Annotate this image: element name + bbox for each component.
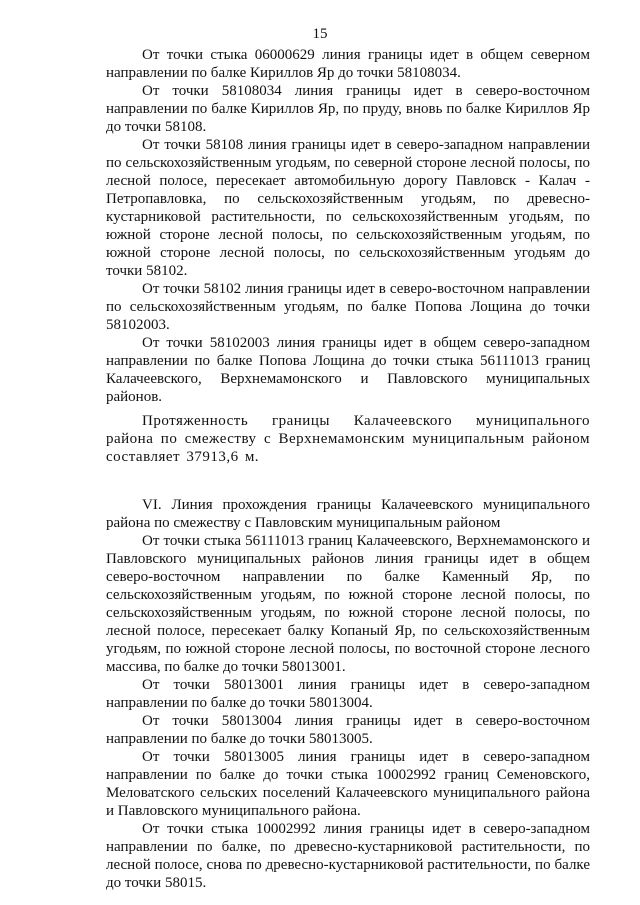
paragraph-3: От точки 58108 линия границы идет в северо-западном направлении по сельскохозяйственным угодьям, по северной стороне лесной полосы, по лесной полосе, пересекает автомобильную дорогу Павловск - Калач - Петропавловка, по сельскохозяйственным угодьям, по древесно-кустарниковой растительности, по сельскохозяйственным угодьям, по южной стороне лесной полосы, по сельскохозяйственным угодьям, по южной стороне лесной полосы, по сельскохозяйственным угодьям до точки 58102.	[106, 137, 590, 279]
page-number: 15	[312, 26, 328, 42]
section-paragraph-2: От точки 58013001 линия границы идет в северо-западном направлении по балке до точки 58013004.	[106, 677, 590, 711]
border-length-summary: Протяженность границы Калачеевского муниципального района по смежеству с Верхнемамонским муниципальным районом составляет 37913,6 м.	[106, 413, 590, 465]
paragraph-5: От точки 58102003 линия границы идет в общем северо-западном направлении по балке Попова Лощина до точки стыка 56111013 границ Калачеевского, Верхнемамонского и Павловского муниципальных районов.	[106, 335, 590, 405]
section-title: VI. Линия прохождения границы Калачеевского муниципального района по смежеству с Павловским муниципальным районом	[106, 497, 590, 531]
paragraph-4: От точки 58102 линия границы идет в северо-восточном направлении по сельскохозяйственным угодьям, по балке Попова Лощина до точки 58102003.	[106, 281, 590, 333]
section-paragraph-5: От точки стыка 10002992 линия границы идет в северо-западном направлении по балке, по древесно-кустарниковой растительности, по лесной полосе, снова по древесно-кустарниковой растительности, по балке до точки 58015.	[106, 821, 590, 891]
paragraph-2: От точки 58108034 линия границы идет в северо-восточном направлении по балке Кириллов Яр, по пруду, вновь по балке Кириллов Яр до точки 58108.	[106, 83, 590, 135]
document-body	[106, 46, 590, 892]
section-paragraph-3: От точки 58013004 линия границы идет в северо-восточном направлении по балке до точки 58013005.	[106, 713, 590, 747]
section-paragraph-1: От точки стыка 56111013 границ Калачеевского, Верхнемамонского и Павловского муниципальных районов линия границы идет в общем северо-восточном направлении по балке Каменный Яр, по сельскохозяйственным угодьям, по южной стороне лесной полосы, по сельскохозяйственным угодьям, по южной стороне лесной полосы, по лесной полосе, пересекает балку Копаный Яр, по сельскохозяйственным угодьям, по южной стороне лесной полосы, по восточной стороне лесного массива, по балке до точки 58013001.	[106, 533, 590, 675]
paragraph-1: От точки стыка 06000629 линия границы идет в общем северном направлении по балке Кириллов Яр до точки 58108034.	[106, 47, 590, 81]
section-paragraph-4: От точки 58013005 линия границы идет в северо-западном направлении по балке до точки стыка 10002992 границ Семеновского, Меловатского сельских поселений Калачеевского муниципального района и Павловского муниципального района.	[106, 749, 590, 819]
